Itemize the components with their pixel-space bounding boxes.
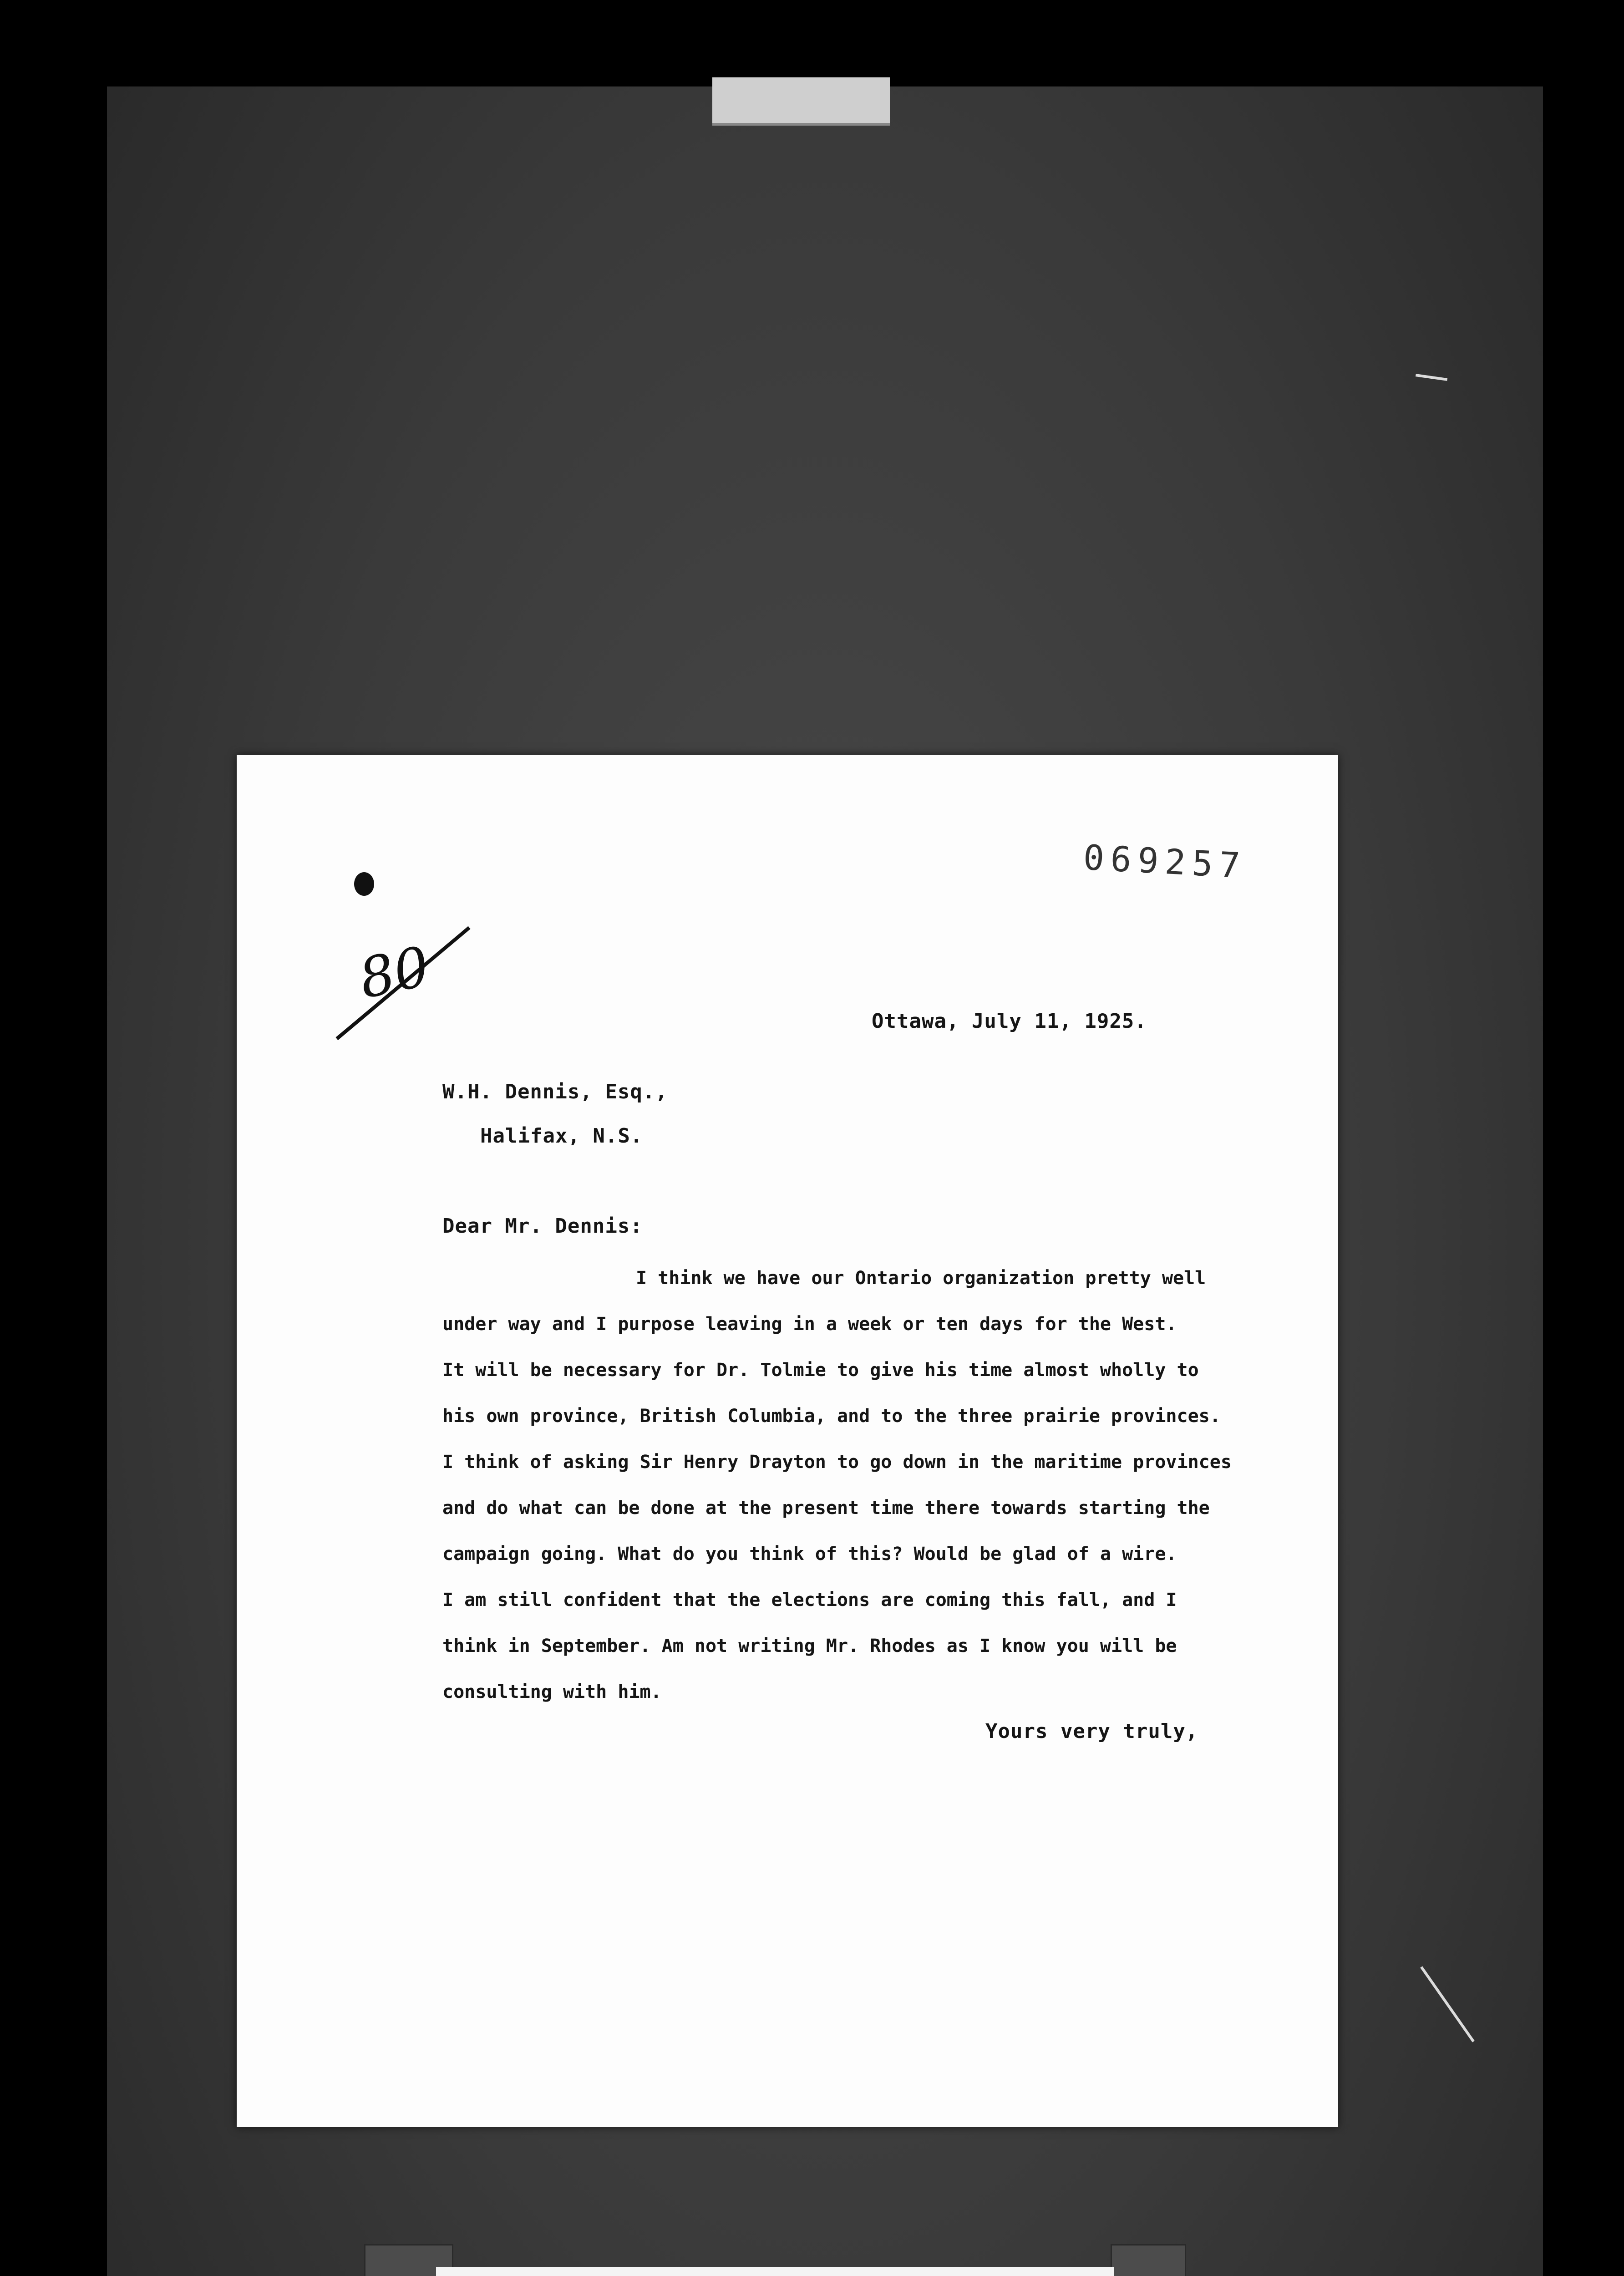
letter-body-line: I am still confident that the elections are coming this fall, and I (442, 1590, 1177, 1610)
letter-body-line: under way and I purpose leaving in a week or ten days for the West. (442, 1314, 1177, 1335)
letter-body-line: I think we have our Ontario organization pretty well (636, 1268, 1206, 1289)
letter-body-line: his own province, British Columbia, and to the three prairie provinces. (442, 1406, 1221, 1427)
handwritten-folio-number: 80 (354, 935, 435, 1011)
letter-body-line: consulting with him. (442, 1682, 662, 1702)
letter-body-line: campaign going. What do you think of this? Would be glad of a wire. (442, 1544, 1177, 1565)
reference-label (436, 2267, 1114, 2276)
letter-body-line: It will be necessary for Dr. Tolmie to give his time almost wholly to (442, 1360, 1199, 1381)
ink-blot (354, 872, 374, 896)
letter-addressee-place: Halifax, N.S. (480, 1124, 643, 1148)
letter-page (237, 755, 1338, 2127)
letter-addressee-name: W.H. Dennis, Esq., (442, 1080, 668, 1103)
letter-body-line: I think of asking Sir Henry Drayton to go down in the maritime provinces (442, 1452, 1232, 1473)
letter-closing: Yours very truly, (985, 1720, 1198, 1743)
document-number: 069257 (1082, 837, 1248, 886)
letter-body-line: and do what can be done at the present time there towards starting the (442, 1498, 1210, 1519)
letter-dateline: Ottawa, July 11, 1925. (872, 1010, 1147, 1033)
letter-salutation: Dear Mr. Dennis: (442, 1214, 643, 1238)
letter-body-line: think in September. Am not writing Mr. Rhodes as I know you will be (442, 1636, 1177, 1656)
top-hanging-tab (712, 77, 890, 126)
letter-body (442, 1255, 1284, 1715)
tape-strip-right (1111, 2244, 1186, 2276)
